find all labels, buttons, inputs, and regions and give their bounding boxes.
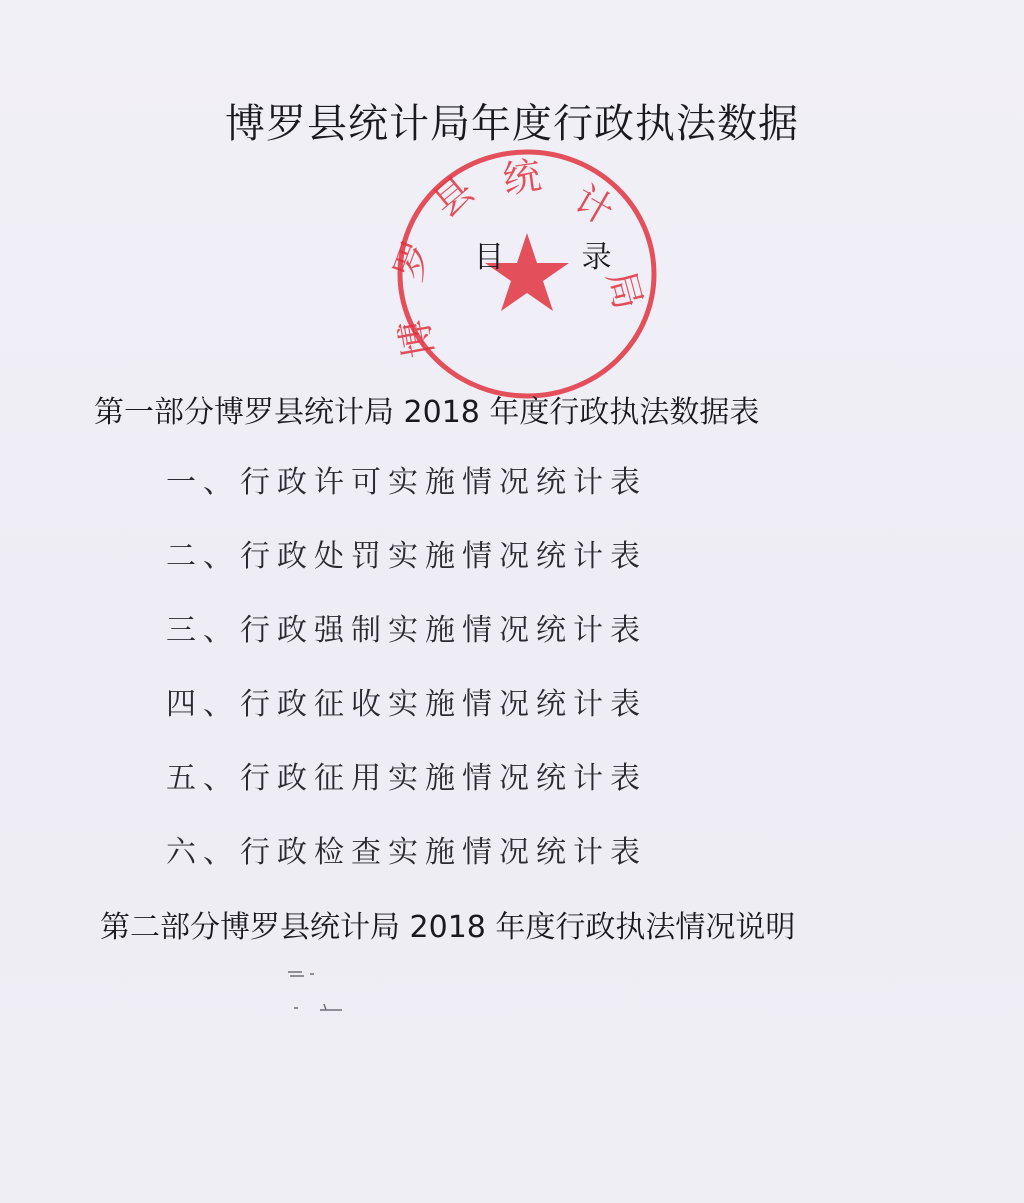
- toc-item-permit: 一、行政许可实施情况统计表: [166, 465, 647, 500]
- toc-item-levy: 四、行政征收实施情况统计表: [166, 687, 647, 722]
- toc-item-penalty: 二、行政处罚实施情况统计表: [166, 539, 647, 574]
- svg-text:局: 局: [598, 265, 651, 315]
- scan-marks: [282, 960, 362, 1020]
- toc-item-requisition: 五、行政征用实施情况统计表: [166, 761, 647, 796]
- toc-list: [166, 458, 647, 902]
- svg-text:博: 博: [391, 315, 442, 362]
- document-title: 博罗县统计局年度行政执法数据: [225, 101, 799, 147]
- part-two-heading: 第二部分博罗县统计局 2018 年度行政执法情况说明: [100, 910, 796, 945]
- toc-heading: 目 录: [474, 240, 646, 275]
- toc-item-inspection: 六、行政检查实施情况统计表: [166, 835, 647, 870]
- part-one-heading: 第一部分博罗县统计局 2018 年度行政执法数据表: [94, 395, 760, 430]
- toc-item-enforcement: 三、行政强制实施情况统计表: [166, 613, 647, 648]
- svg-text:县: 县: [424, 167, 482, 226]
- svg-text:统: 统: [500, 153, 544, 202]
- svg-text:罗: 罗: [386, 235, 441, 287]
- svg-text:计: 计: [566, 176, 622, 234]
